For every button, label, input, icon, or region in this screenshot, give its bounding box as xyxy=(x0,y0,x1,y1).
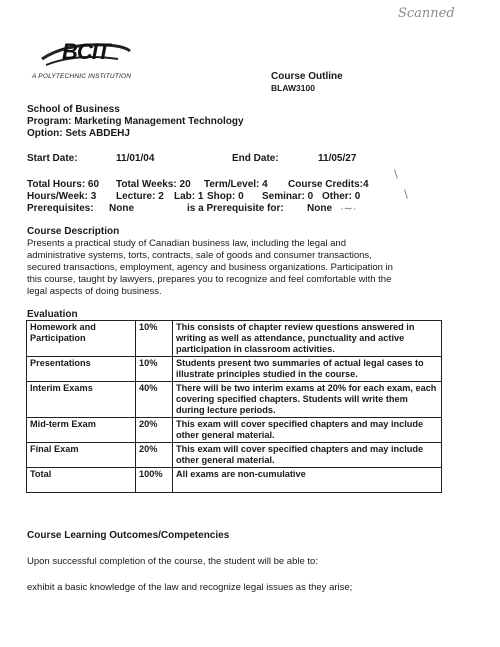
eval-description: Students present two summaries of actual legal cases to illustrate principles studied in the course. xyxy=(173,357,442,382)
course-credits: Course Credits:4 xyxy=(288,179,369,190)
table-row xyxy=(27,443,442,468)
total-weeks: Total Weeks: 20 xyxy=(116,179,191,190)
table-row xyxy=(27,382,442,418)
program-name: Program: Marketing Management Technology xyxy=(27,116,244,127)
bcit-logo xyxy=(36,37,136,73)
lab-hours: Lab: 1 xyxy=(174,191,204,202)
start-date-value: 11/01/04 xyxy=(116,153,155,164)
outcome-item: exhibit a basic knowledge of the law and recognize legal issues as they arise; xyxy=(27,582,353,593)
eval-weight: 10% xyxy=(136,321,173,357)
prerequisites-label: Prerequisites: xyxy=(27,203,94,214)
option-sets: Option: Sets ABDEHJ xyxy=(27,128,130,139)
other-hours: Other: 0 xyxy=(322,191,361,202)
eval-item: Mid-term Exam xyxy=(27,418,136,443)
lecture-hours: Lecture: 2 xyxy=(116,191,164,202)
eval-weight: 10% xyxy=(136,357,173,382)
eval-description: There will be two interim exams at 20% for each exam, each covering specified chapters. Students will write them during lecture periods. xyxy=(173,382,442,418)
scan-mark-icon: ·∼· xyxy=(340,203,357,215)
evaluation-table xyxy=(26,320,442,493)
seminar-hours: Seminar: 0 xyxy=(262,191,314,202)
table-row xyxy=(27,357,442,382)
eval-item: Presentations xyxy=(27,357,136,382)
scanned-stamp: Scanned xyxy=(398,6,455,21)
eval-item: Homework and Participation xyxy=(27,321,136,357)
school-name: School of Business xyxy=(27,104,120,115)
shop-hours: Shop: 0 xyxy=(207,191,244,202)
course-description-title: Course Description xyxy=(27,226,120,237)
eval-item: Interim Exams xyxy=(27,382,136,418)
eval-description: This consists of chapter review questions answered in writing as well as attendance, punctuality and active participation in classroom activities. xyxy=(173,321,442,357)
course-code: BLAW3100 xyxy=(271,83,315,93)
eval-description: All exams are non-cumulative xyxy=(173,468,442,493)
total-hours: Total Hours: 60 xyxy=(27,179,100,190)
scan-mark-icon: ∖ xyxy=(392,169,400,181)
hours-per-week: Hours/Week: 3 xyxy=(27,191,97,202)
learning-outcomes-title: Course Learning Outcomes/Competencies xyxy=(27,530,230,541)
table-row xyxy=(27,418,442,443)
prerequisite-for-label: is a Prerequisite for: xyxy=(187,203,284,214)
outcomes-intro: Upon successful completion of the course, the student will be able to: xyxy=(27,556,318,567)
end-date-label: End Date: xyxy=(232,153,279,164)
eval-item: Total xyxy=(27,468,136,493)
prerequisite-for-value: None xyxy=(307,203,332,214)
outline-title: Course Outline xyxy=(271,71,343,82)
term-level: Term/Level: 4 xyxy=(204,179,268,190)
course-description-text: Presents a practical study of Canadian business law, including the legal and administrative systems, torts, contracts, sale of goods and consumer transactions, secured transactions, employment, agency and business organizations. Participation in this course, taught by lawyers, prepares you to recognize and feel comfortable with the legal aspects of doing business. xyxy=(27,238,393,297)
evaluation-title: Evaluation xyxy=(27,309,78,320)
eval-weight: 20% xyxy=(136,443,173,468)
table-row xyxy=(27,321,442,357)
eval-weight: 20% xyxy=(136,418,173,443)
prerequisites-value: None xyxy=(109,203,134,214)
table-row xyxy=(27,468,442,493)
logo-text: BCIT xyxy=(62,39,110,64)
end-date-value: 11/05/27 xyxy=(318,153,357,164)
eval-description: This exam will cover specified chapters and may include other general material. xyxy=(173,443,442,468)
institution-tagline: A POLYTECHNIC INSTITUTION xyxy=(32,73,132,80)
eval-item: Final Exam xyxy=(27,443,136,468)
eval-description: This exam will cover specified chapters and may include other general material. xyxy=(173,418,442,443)
start-date-label: Start Date: xyxy=(27,153,78,164)
scan-mark-icon: ∖ xyxy=(402,189,410,201)
eval-weight: 100% xyxy=(136,468,173,493)
eval-weight: 40% xyxy=(136,382,173,418)
